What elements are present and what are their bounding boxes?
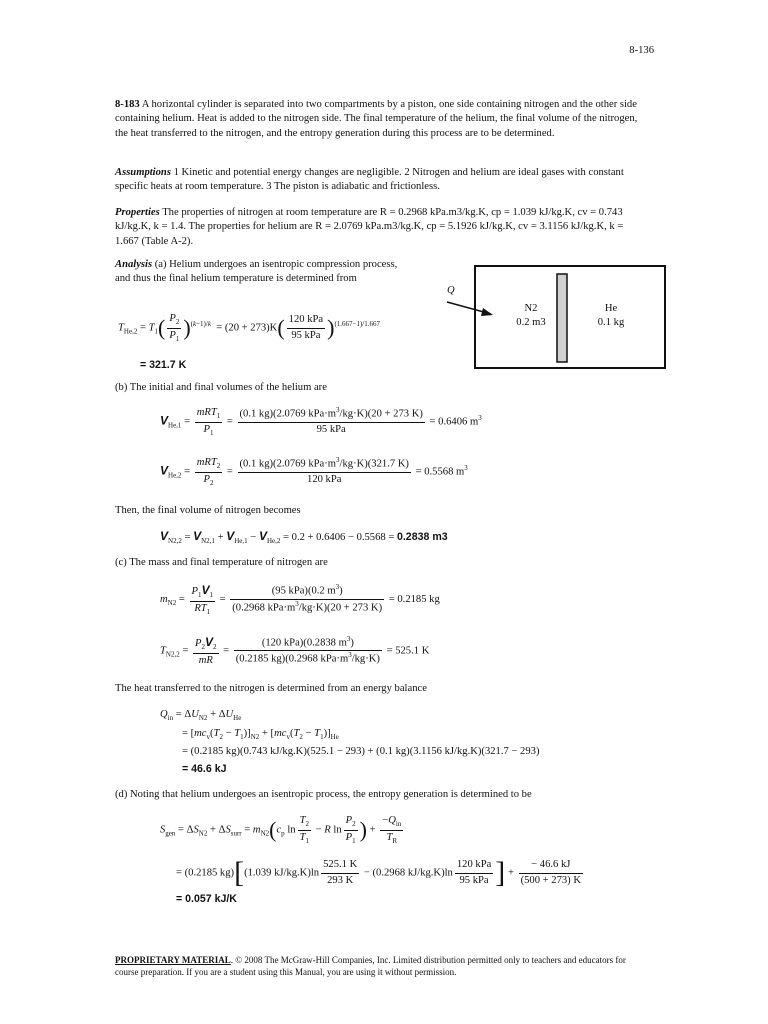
- equation-mass-n2: $m_{N2}$ = $\frac{P_1V_1}{RT_1}$ = $\frac{(95 kPa)(0.2 m^3)}{(0.2968 kPa\cdot m^3/kg\cdot K)(20 + 273 K)}$ = 0.2185 kg: [160, 583, 440, 616]
- equation-entropy-values: = (0.2185 kg)[(1.039 kJ/kg.K)ln $\frac{525.1 K}{293 K}$ − (0.2968 kJ/kg.K)ln $\frac{\text{120 kPa}}{\text{95 kPa}}$ ] + $\frac{- 46.6 kJ}{(500 + 273) K}$: [176, 856, 581, 889]
- heat-text: The heat transferred to the nitrogen is determined from an energy balance: [115, 683, 427, 694]
- problem-statement: [115, 98, 643, 141]
- cylinder-diagram: [445, 264, 670, 372]
- problem-text: A horizontal cylinder is separated into two compartments by a piston, one side containing nitrogen and the other side containing helium. Heat is added to the nitrogen side. The final temperature of the helium, the final volume of the nitrogen, the heat transferred to the nitrogen, and the entropy generation during this process are to be determined.: [115, 99, 638, 139]
- nitrogen-gas: N2: [524, 303, 538, 314]
- helium-gas: He: [604, 303, 618, 314]
- equation-heat: $Q_{in} = \Delta U_{N2} + \Delta U_{He}$ = $[mc_v(T_2 - T_1)]_{N2} + [mc_v(T_2 - T_1)]_{He}$ = (0.2185 kg)(0.743 kJ/kg.K)(525.1 − 293) + (0.1 kg)(3.1156 kJ/kg.K)(321.7 − 293) = 46.6 kJ: [160, 706, 539, 778]
- properties-text: The properties of nitrogen at room temperature are R = 0.2968 kPa.m3/kg.K, cp = 1.039 kJ/kg.K, cv = 0.743 kJ/kg.K, k = 1.4. The properties for helium are R = 2.0769 kPa.m3/kg.K, cp = 5.1926 kJ/kg.K, cv = 3.1156 kJ/kg.K, k = 1.667 (Table A-2).: [115, 207, 624, 247]
- equation-entropy-general: $S_{gen} = \Delta S_{N2} + \Delta S_{surr} = m_{N2}(c_p$ ln $\frac{T_2}{T_1}$ − R ln $\frac{P_2}{P_1}$ ) + $\frac{-Q_{in}}{T_R}$: [160, 815, 402, 845]
- part-a-text: (a) Helium undergoes an isentropic compression process, and thus the final helium temperature is determined from: [115, 259, 398, 285]
- helium-mass: 0.1 kg: [597, 317, 625, 329]
- footer: [115, 954, 651, 978]
- part-c-text: (c) The mass and final temperature of nitrogen are: [115, 557, 328, 568]
- result-b: 0.2838 m3: [396, 531, 448, 543]
- part-d-text: (d) Noting that helium undergoes an isentropic process, the entropy generation is determined to be: [115, 789, 532, 800]
- properties-label: Properties: [115, 207, 160, 218]
- nitrogen-label: [507, 302, 555, 331]
- problem-number: 8-183: [115, 99, 140, 110]
- equation-temperature-helium: $T_{He,2} = T_1$( $\frac{P_2}{P_1}$ )$^{(k-1)/k}$ = (20 + 273)K( $\frac{\text{120 kPa}}{\text{95 kPa}}$ )$^{(1.667-1)/1.667}$: [118, 313, 380, 343]
- result-a: = 321.7 K: [140, 359, 187, 371]
- properties-paragraph: [115, 206, 643, 249]
- result-d: = 0.057 kJ/K: [176, 893, 237, 905]
- page-number: 8-136: [629, 45, 654, 56]
- assumptions-paragraph: [115, 166, 643, 195]
- nitrogen-volume: 0.2 m3: [516, 317, 546, 329]
- analysis-part-a: [115, 258, 415, 287]
- footer-label: PROPRIETARY MATERIAL: [115, 955, 231, 965]
- helium-label: [585, 302, 637, 331]
- assumptions-text: 1 Kinetic and potential energy changes are negligible. 2 Nitrogen and helium are ideal gases with constant specific heats at room temperature. 3 The piston is adiabatic and frictionless.: [115, 167, 624, 193]
- equation-temperature-n2: $T_{N2,2}$ = $\frac{P_2V_2}{mR}$ = $\frac{(120 kPa)(0.2838 m^3)}{(0.2185 kg)(0.2968 kPa\cdot m^3/kg\cdot K)}$ = 525.1 K: [160, 634, 430, 666]
- result-q: = 46.6 kJ: [182, 762, 227, 775]
- heat-label: Q: [447, 285, 455, 296]
- piston: [557, 274, 567, 362]
- equation-volume-n2: $V_{N2,2} = V_{N2,1} + V_{He,1} - V_{He,2} = 0.2 + 0.6406 - 0.5568 = 0.2838$ m3: [160, 529, 448, 546]
- footer-text: . © 2008 The McGraw-Hill Companies, Inc. Limited distribution permitted only to teachers and educators for course preparation. If you are a student using this Manual, you are using it without permission.: [115, 955, 626, 978]
- analysis-label: Analysis: [115, 259, 153, 270]
- then-text: Then, the final volume of nitrogen becomes: [115, 505, 301, 516]
- assumptions-label: Assumptions: [115, 167, 171, 178]
- equation-volume-he2: $V_{He,2}$ = $\frac{mRT_2}{P_2}$ = $\frac{(0.1 kg)(2.0769 kPa\cdot m^3/kg\cdot K)(321.7 K)}{\text{120 kPa}}$ = 0.5568 $m^3$: [160, 456, 468, 487]
- part-b-text: (b) The initial and final volumes of the helium are: [115, 382, 327, 393]
- equation-volume-he1: $V_{He,1}$ = $\frac{mRT_1}{P_1}$ = $\frac{(0.1 kg)(2.0769 kPa\cdot m^3/kg\cdot K)(20 + 273 K)}{\text{95 kPa}}$ = 0.6406 $m^3$: [160, 406, 482, 437]
